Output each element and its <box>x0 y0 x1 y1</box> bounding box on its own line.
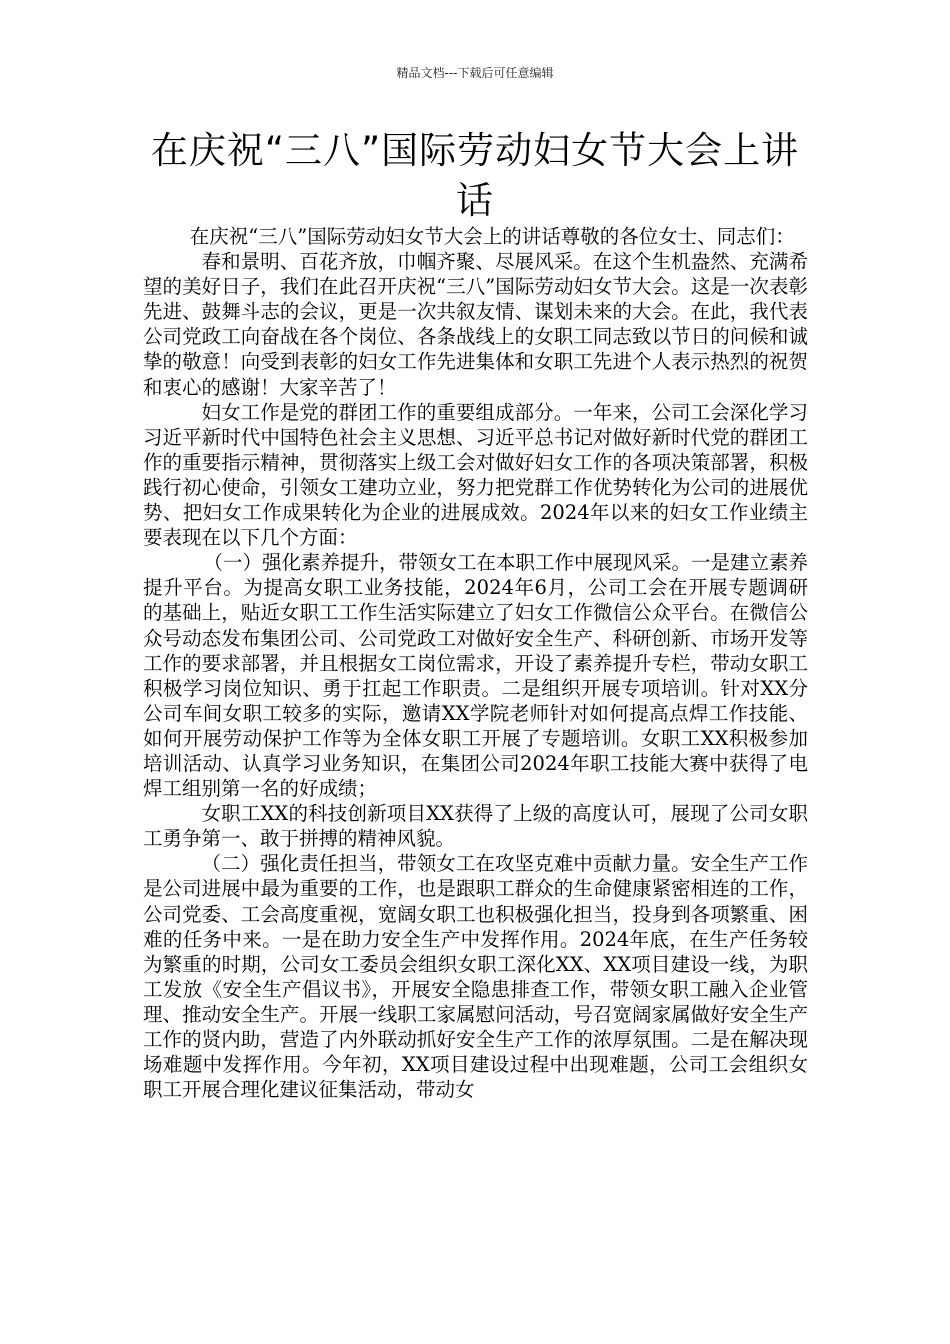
opening-paragraph: 春和景明、百花齐放，巾帼齐聚、尽展风采。在这个生机盎然、充满希望的美好日子，我们在此召开庆祝“三八”国际劳动妇女节大会。这是一次表彰先进、鼓舞斗志的会议，更是一次共叙友情、谋划未来的大会。在此，我代表公司党政工向奋战在各个岗位、各条战线上的女职工同志致以节日的问候和诚挚的敬意！向受到表彰的妇女工作先进集体和女职工先进个人表示热烈的祝贺和衷心的感谢！大家辛苦了！ <box>143 250 808 399</box>
page-header: 精品文档---下载后可任意编辑 <box>396 66 554 80</box>
document-title: 在庆祝“三八”国际劳动妇女节大会上讲话 <box>150 129 800 222</box>
section-two-paragraph: （二）强化责任担当，带领女工在攻坚克难中贡献力量。安全生产工作是公司进展中最为重要的工作，也是跟职工群众的生命健康紧密相连的工作，公司党委、工会高度重视，宽阔女职工也积极强化担当，投身到各项繁重、困难的任务中来。一是在助力安全生产中发挥作用。2024年底，在生产任务较为繁重的时期，公司女工委员会组织女职工深化XX、XX项目建设一线，为职工发放《安全生产倡议书》，开展安全隐患排查工作，带领女职工融入企业管理、推动安全生产。开展一线职工家属慰问活动，号召宽阔家属做好安全生产工作的贤内助，营造了内外联动抓好安全生产工作的浓厚氛围。二是在解决现场难题中发挥作用。今年初，XX项目建设过程中出现难题，公司工会组织女职工开展合理化建议征集活动，带动女 <box>143 852 808 1102</box>
greeting-paragraph: 在庆祝“三八”国际劳动妇女节大会上的讲话尊敬的各位女士、同志们： <box>189 225 795 248</box>
overview-paragraph: 妇女工作是党的群团工作的重要组成部分。一年来，公司工会深化学习习近平新时代中国特色社会主义思想、习近平总书记对做好新时代党的群团工作的重要指示精神，贯彻落实上级工会对做好妇女工作的各项决策部署，积极践行初心使命，引领女工建功立业，努力把党群工作优势转化为公司的进展优势、把妇女工作成果转化为企业的进展成效。2024年以来的妇女工作业绩主要表现在以下几个方面： <box>143 400 808 550</box>
innovation-paragraph: 女职工XX的科技创新项目XX获得了上级的高度认可，展现了公司女职工勇争第一、敢于拼搏的精神风貌。 <box>143 802 808 851</box>
document-body <box>143 224 808 1102</box>
section-one-paragraph: （一）强化素养提升，带领女工在本职工作中展现风采。一是建立素养提升平台。为提高女职工业务技能，2024年6月，公司工会在开展专题调研的基础上，贴近女职工工作生活实际建立了妇女工作微信公众平台。在微信公众号动态发布集团公司、公司党政工对做好安全生产、科研创新、市场开发等工作的要求部署，并且根据女工岗位需求，开设了素养提升专栏，带动女职工积极学习岗位知识、勇于扛起工作职责。二是组织开展专项培训。针对XX分公司车间女职工较多的实际，邀请XX学院老师针对如何提高点焊工作技能、如何开展劳动保护工作等为全体女职工开展了专题培训。女职工XX积极参加培训活动、认真学习业务知识，在集团公司2024年职工技能大赛中获得了电焊工组别第一名的好成绩； <box>143 551 808 801</box>
